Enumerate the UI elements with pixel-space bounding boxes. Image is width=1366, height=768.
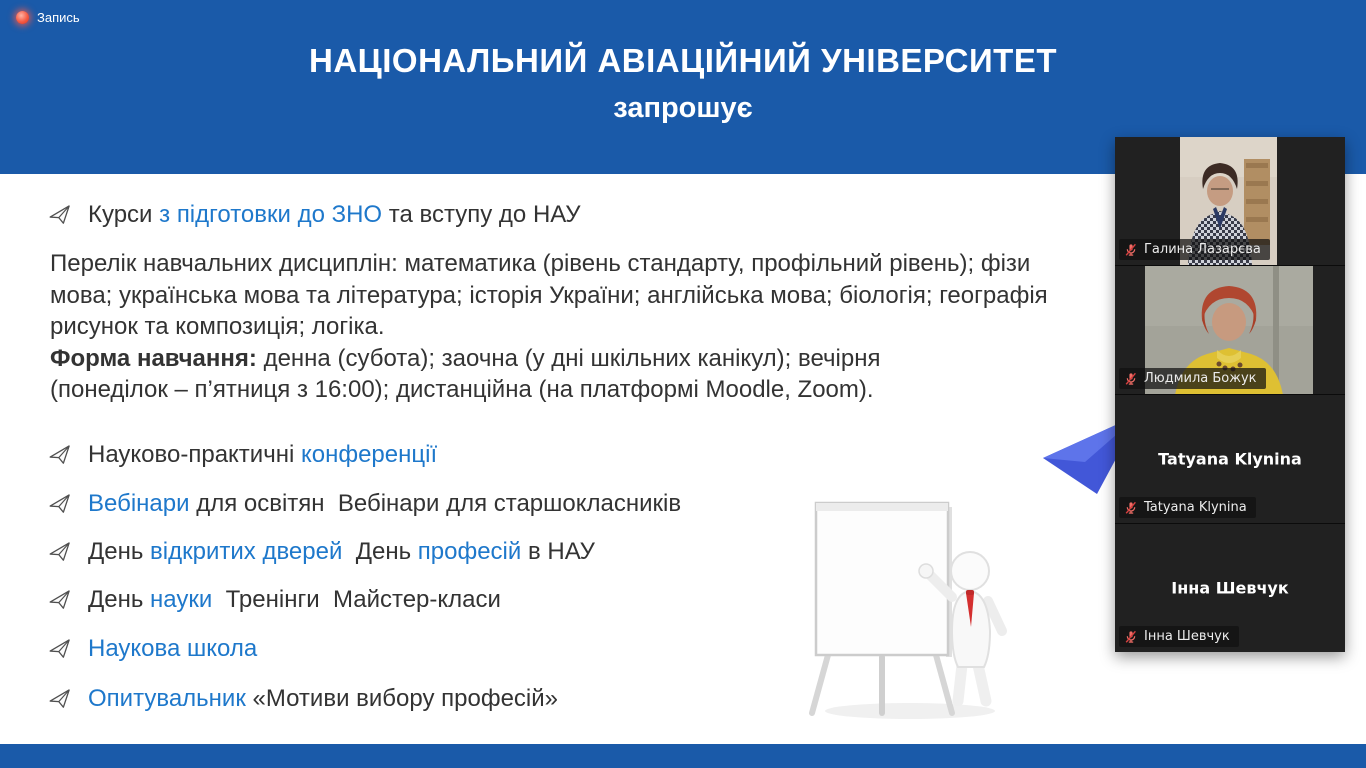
paper-plane-icon (48, 205, 72, 225)
participant-tile-liudmyla[interactable] (1115, 266, 1345, 395)
participant-name: Tatyana Klynina (1144, 500, 1247, 515)
slide-bullet-line (48, 490, 681, 518)
participant-name-label (1119, 368, 1266, 389)
bullet-text-segment: для освітян Вебінари для старшокласників (189, 490, 682, 517)
bullet-text (88, 685, 558, 713)
participants-panel (1115, 137, 1345, 652)
bullet-text (88, 490, 681, 518)
recording-dot-icon (16, 11, 29, 24)
muted-mic-icon (1124, 243, 1138, 257)
paper-plane-icon (48, 445, 72, 465)
bullet-text-segment: та вступу до НАУ (382, 201, 581, 228)
bullet-text-segment: Наукова школа (88, 635, 258, 662)
recording-label: Запись (37, 10, 80, 25)
paragraph-line (50, 343, 1048, 375)
bullet-text-segment: науки (150, 586, 213, 613)
participant-name-label (1119, 497, 1256, 518)
paper-plane-icon (48, 590, 72, 610)
recording-indicator (16, 10, 80, 25)
bullet-text-segment: з підготовки до ЗНО (159, 201, 383, 228)
slide-bullet-line (48, 685, 558, 713)
paragraph-line: рисунок та композиція; логіка. (50, 313, 385, 340)
bullet-text (88, 201, 580, 229)
bullet-text-segment: День (88, 538, 151, 565)
bullet-text-segment: Вебінари (88, 490, 190, 517)
slide-bullet-line (48, 538, 595, 566)
bullet-text-segment: в НАУ (521, 538, 595, 565)
bullet-text-segment: День (342, 538, 418, 565)
paragraph-line: мова; українська мова та література; історія України; англійська мова; біологія; географія (50, 281, 1048, 309)
participant-tile-inna[interactable] (1115, 524, 1345, 652)
slide-bullet-line (48, 441, 437, 469)
participant-name-label (1119, 626, 1239, 647)
paper-plane-icon (48, 689, 72, 709)
participant-name: Людмила Божук (1144, 371, 1257, 386)
bullet-text-segment: професій (417, 538, 522, 565)
slide-bullet-line (48, 635, 257, 663)
bullet-text (88, 441, 437, 469)
bullet-text-segment: Науково-практичні (88, 441, 301, 468)
paper-plane-icon (48, 639, 72, 659)
paragraph-line: (понеділок – п’ятниця з 16:00); дистанційна (на платформі Moodle, Zoom). (50, 376, 874, 403)
participant-name-label (1119, 239, 1270, 260)
muted-mic-icon (1124, 630, 1138, 644)
bullet-text-segment: конференції (300, 441, 438, 468)
bullet-text-segment: Курси (88, 201, 160, 228)
bullet-text (88, 635, 257, 663)
bullet-text-segment: Опитувальник (88, 685, 253, 712)
form-text: денна (субота); заочна (у дні шкільних канікул); вечірня (256, 344, 881, 372)
slide-bullet-line (48, 586, 501, 614)
form-label: Форма навчання: (50, 344, 257, 372)
participant-display-name: Інна Шевчук (1171, 578, 1289, 598)
slide-title: НАЦІОНАЛЬНИЙ АВІАЦІЙНИЙ УНІВЕРСИТЕТ (308, 42, 1057, 79)
paper-plane-icon (48, 494, 72, 514)
paragraph-line: Перелік навчальних дисциплін: математика (рівень стандарту, профільний рівень); фізи (50, 250, 1031, 277)
bullet-text (88, 586, 501, 614)
participant-tile-galyna[interactable] (1115, 137, 1345, 266)
muted-mic-icon (1124, 372, 1138, 386)
bullet-text-segment: Тренінги Майстер-класи (212, 586, 501, 613)
participant-name: Інна Шевчук (1144, 629, 1230, 644)
muted-mic-icon (1124, 501, 1138, 515)
participant-tile-tatyana[interactable] (1115, 395, 1345, 524)
flipchart-presenter-clipart (800, 495, 1015, 720)
slide-paragraph (50, 248, 1048, 406)
slide-bullet-line (48, 201, 580, 229)
slide-subtitle: запрошує (613, 92, 753, 124)
bullet-text (88, 538, 595, 566)
bullet-text-segment: відкритих дверей (150, 538, 343, 565)
bullet-text-segment: «Мотиви вибору професій» (252, 685, 559, 712)
slide-footer-band (0, 744, 1366, 768)
participant-name: Галина Лазарєва (1144, 242, 1261, 257)
bullet-text-segment: День (88, 586, 151, 613)
participant-display-name: Tatyana Klynina (1158, 449, 1302, 469)
paper-plane-icon (48, 542, 72, 562)
